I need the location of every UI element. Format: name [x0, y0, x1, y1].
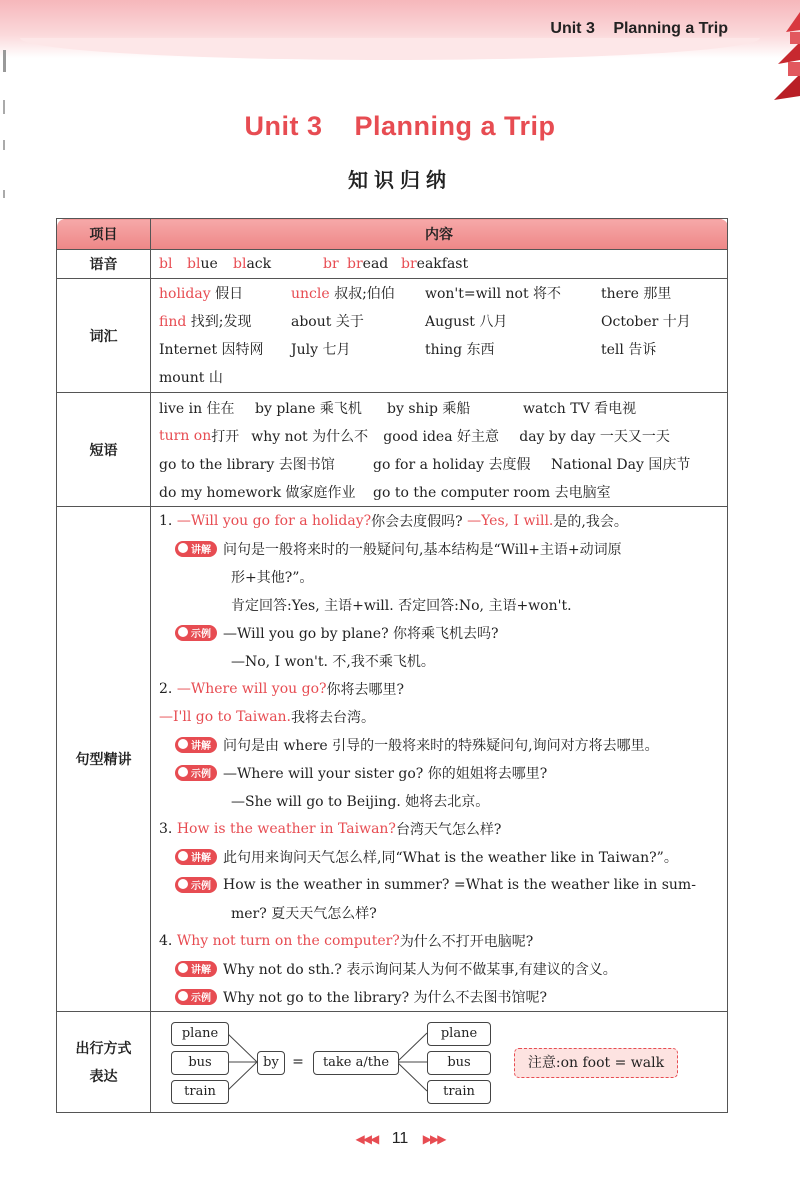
sentence-2-answer: —I'll go to Taiwan. 我将去台湾。 — [159, 709, 376, 726]
mode-box-train-right: train — [427, 1080, 491, 1104]
phrase-item: day by day 一天又一天 — [519, 428, 670, 445]
phonics-items — [159, 250, 721, 278]
example-tag-icon — [178, 627, 188, 637]
vocab-content — [151, 279, 728, 393]
phrase-item: 打开 — [211, 428, 240, 445]
explain-tag: 讲解 — [175, 737, 217, 753]
vocab-item: holiday 假日 — [159, 285, 244, 302]
phrase-line — [159, 450, 721, 478]
example-tag-icon — [178, 767, 188, 777]
sentence-2-example: 示例 —Where will your sister go? 你的姐姐将去哪里? — [159, 759, 721, 787]
phrase-item: by ship 乘船 — [387, 400, 471, 417]
header-wave — [20, 38, 760, 60]
by-box: by — [257, 1051, 285, 1075]
running-header — [536, 20, 728, 38]
vocab-item: mount 山 — [159, 369, 223, 386]
page-number: 11 — [391, 1130, 409, 1147]
example-tag: 示例 — [175, 877, 217, 893]
sentences-label: 句型精讲 — [57, 507, 151, 1012]
phrase-item: turn on — [159, 427, 212, 444]
vocab-label: 词汇 — [57, 279, 151, 393]
sentence-3-example: 示例 How is the weather in summer? =What is the weather like in sum- — [159, 871, 721, 899]
table-header-row — [57, 219, 728, 250]
summary-table — [56, 218, 728, 1113]
phrase-item: why not 为什么不 — [251, 428, 369, 445]
travel-content — [151, 1012, 728, 1113]
phrase-line — [159, 422, 721, 450]
vocab-item: October 十月 — [601, 313, 691, 330]
vocab-item: thing 东西 — [425, 341, 495, 358]
explain-tag-icon — [178, 543, 188, 553]
page-footer — [0, 1130, 800, 1148]
travel-label — [57, 1012, 151, 1113]
sentence-1-explain-cont: 形+其他?”。 — [231, 570, 314, 586]
mode-box-bus: bus — [171, 1051, 229, 1075]
sentence-1-explain: 讲解 问句是一般将来时的一般疑问句,基本结构是“Will+主语+动词原 — [159, 535, 721, 563]
phrase-item: good idea 好主意 — [383, 428, 500, 445]
phrase-item: by plane 乘飞机 — [255, 400, 362, 417]
explain-tag: 讲解 — [175, 961, 217, 977]
mode-box-plane-right: plane — [427, 1022, 491, 1046]
phrase-item: go to the computer room 去电脑室 — [373, 484, 611, 501]
vocab-row — [57, 279, 728, 393]
sentence-3-example-cont: mer? 夏天天气怎么样? — [231, 906, 377, 922]
vocab-grid — [159, 280, 721, 392]
phrase-item: go to the library 去图书馆 — [159, 456, 335, 473]
vocab-item: August 八月 — [425, 313, 508, 330]
explain-tag-icon — [178, 739, 188, 749]
phrase-item: do my homework 做家庭作业 — [159, 484, 356, 501]
sentence-2-question: 2. —Where will you go? 你将去哪里? — [159, 681, 405, 698]
phonics-row — [57, 250, 728, 279]
column-header-item: 项目 — [57, 219, 151, 250]
explain-tag: 讲解 — [175, 849, 217, 865]
explain-tag: 讲解 — [175, 541, 217, 557]
vocab-item: Internet 因特网 — [159, 341, 264, 358]
phrase-item: watch TV 看电视 — [523, 400, 637, 417]
sentence-3-question: 3. How is the weather in Taiwan? 台湾天气怎么样? — [159, 821, 502, 838]
vocab-item: uncle 叔叔;伯伯 — [291, 285, 395, 302]
title-unit: Unit 3 — [244, 111, 323, 141]
sentence-2-explain: 讲解 问句是由 where 引导的一般将来时的特殊疑问句,询问对方将去哪里。 — [159, 731, 721, 759]
sentence-1-example-answer: —No, I won't. 不,我不乘飞机。 — [231, 654, 435, 670]
phrase-line — [159, 394, 721, 422]
title-topic: Planning a Trip — [354, 111, 556, 141]
sentence-4-example: 示例 Why not go to the library? 为什么不去图书馆呢? — [159, 983, 721, 1011]
phonics-label: 语音 — [57, 250, 151, 279]
phonics-word: blue — [187, 256, 218, 272]
sentence-1-question: 1. —Will you go for a holiday? 你会去度假吗? —Yes, I will. 是的,我会。 — [159, 513, 628, 530]
phonics-word: bread — [347, 256, 389, 272]
column-header-content: 内容 — [151, 219, 728, 250]
travel-label-line-2: 表达 — [89, 1069, 118, 1085]
example-tag: 示例 — [175, 989, 217, 1005]
vocab-item: won't=will not 将不 — [425, 285, 562, 302]
page-subtitle: 知识归纳 — [348, 168, 452, 192]
right-arrows-icon: ▶▶▶ — [422, 1132, 445, 1146]
example-tag-icon — [178, 879, 188, 889]
vocab-item: tell 告诉 — [601, 341, 657, 358]
mode-box-plane: plane — [171, 1022, 229, 1046]
sentence-1-answers: 肯定回答:Yes, 主语+will. 否定回答:No, 主语+won't. — [231, 598, 572, 614]
take-box: take a/the — [313, 1051, 399, 1075]
travel-label-line-1: 出行方式 — [75, 1041, 132, 1057]
header-topic: Planning a Trip — [613, 20, 728, 37]
sentences-content — [151, 507, 728, 1012]
phonics-content — [151, 250, 728, 279]
vocab-item: July 七月 — [291, 341, 351, 358]
phrases-content — [151, 393, 728, 507]
phrases-label: 短语 — [57, 393, 151, 507]
phrase-item: go for a holiday 去度假 — [373, 456, 531, 473]
equals-sign: = — [292, 1054, 304, 1070]
sentences-row — [57, 507, 728, 1012]
phrase-line — [159, 478, 721, 506]
sentence-4-explain: 讲解 Why not do sth.? 表示询问某人为何不做某事,有建议的含义。 — [159, 955, 721, 983]
explain-tag-icon — [178, 963, 188, 973]
left-arrows-icon: ◀◀◀ — [355, 1132, 378, 1146]
phrase-item: live in 住在 — [159, 400, 235, 417]
sentence-4-question: 4. Why not turn on the computer? 为什么不打开电脑呢? — [159, 933, 534, 950]
phonics-word: breakfast — [401, 256, 469, 272]
phonics-word: black — [233, 256, 272, 272]
phrase-item: National Day 国庆节 — [551, 456, 691, 473]
example-tag: 示例 — [175, 765, 217, 781]
vocab-item: find 找到;发现 — [159, 313, 252, 330]
vocab-item: about 关于 — [291, 313, 364, 330]
sentence-3-explain: 讲解 此句用来询问天气怎么样,同“What is the weather like in Taiwan?”。 — [159, 843, 721, 871]
example-tag-icon — [178, 991, 188, 1001]
page-title — [0, 111, 800, 142]
travel-row — [57, 1012, 728, 1113]
sentence-1-example: 示例 —Will you go by plane? 你将乘飞机去吗? — [159, 619, 721, 647]
sentence-2-example-answer: —She will go to Beijing. 她将去北京。 — [231, 794, 490, 810]
pagoda-decoration — [756, 12, 800, 112]
mode-box-train: train — [171, 1080, 229, 1104]
phonics-word: bl — [159, 256, 173, 272]
note-box: 注意:on foot = walk — [514, 1048, 678, 1078]
example-tag: 示例 — [175, 625, 217, 641]
phonics-word: br — [323, 256, 339, 272]
mode-box-bus-right: bus — [427, 1051, 491, 1075]
vocab-item: there 那里 — [601, 285, 672, 302]
header-unit: Unit 3 — [550, 20, 595, 37]
travel-diagram — [151, 1012, 727, 1112]
phrases-row — [57, 393, 728, 507]
explain-tag-icon — [178, 851, 188, 861]
